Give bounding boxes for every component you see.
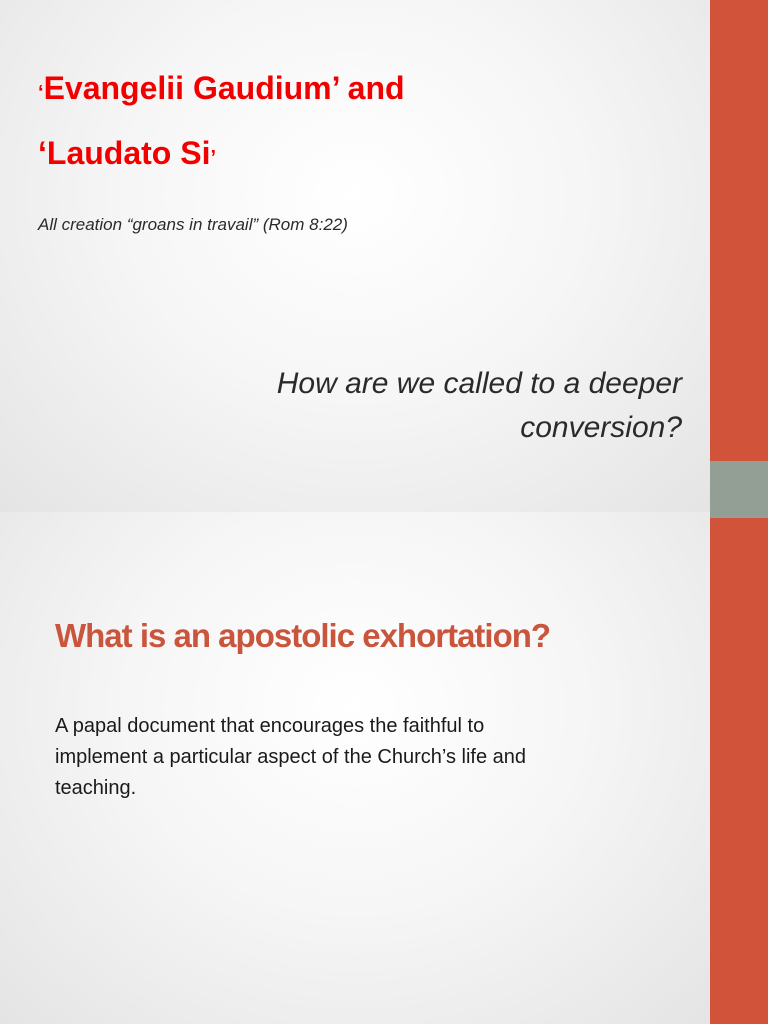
slide-heading: What is an apostolic exhortation? bbox=[55, 617, 551, 654]
body-line-1: A papal document that encourages the faithful to bbox=[55, 715, 485, 737]
question-line-2: conversion? bbox=[520, 411, 682, 444]
content-slide bbox=[0, 512, 710, 1024]
title-open-quote: ‘ bbox=[38, 82, 44, 104]
slide-body-text bbox=[55, 711, 635, 804]
side-accent-block bbox=[710, 461, 768, 518]
body-line-3: teaching. bbox=[55, 777, 137, 799]
slide-question bbox=[162, 362, 682, 450]
question-line-1: How are we called to a deeper bbox=[276, 367, 682, 400]
title-close-quote: ’ bbox=[210, 147, 217, 169]
title-line-2: ‘Laudato Si bbox=[38, 135, 211, 171]
title-line-1: Evangelii Gaudium’ and bbox=[43, 70, 405, 106]
slide-title bbox=[38, 58, 405, 188]
body-line-2: implement a particular aspect of the Church’s life and bbox=[55, 746, 526, 768]
slide-subtitle: All creation “groans in travail” (Rom 8:22) bbox=[38, 215, 348, 234]
title-slide bbox=[0, 0, 710, 512]
